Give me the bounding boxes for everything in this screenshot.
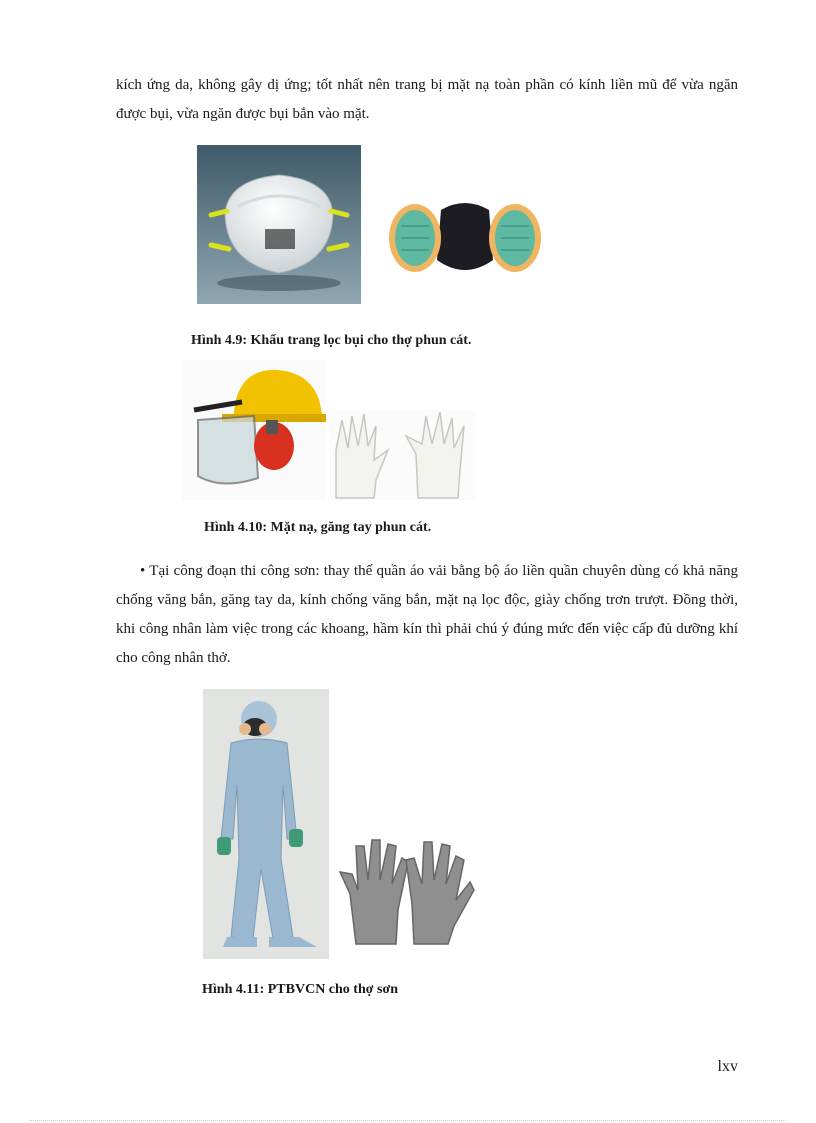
figure-4-11-caption: Hình 4.11: PTBVCN cho thợ sơn	[202, 982, 398, 997]
coverall-suit-photo	[203, 689, 329, 959]
figure-4-10-caption: Hình 4.10: Mặt nạ, găng tay phun cát.	[204, 520, 432, 535]
footer-divider	[30, 1120, 786, 1121]
paragraph-dust-mask-intro: kích ứng da, không gây dị ứng; tốt nhất nên trang bị mặt nạ toàn phần có kính liền mũ để vừa ngăn được bụi, vừa ngăn được bụi bắn vào mặt.	[116, 77, 738, 122]
dust-mask-photo	[197, 145, 361, 304]
paragraph-painting-stage	[116, 557, 738, 673]
gray-gloves-photo	[336, 834, 476, 952]
paragraph-painting-stage-text: Tại công đoạn thi công sơn: thay thế quần áo vải bằng bộ áo liền quần chuyên dùng có khả năng chống văng bắn, găng tay da, kính chống văng bắn, mặt nạ lọc độc, giày chống trơn trượt. Đồng thời, khi công nhân làm việc trong các khoang, hầm kín thì phải chú ý đúng mức đến việc cấp đủ dưỡng khí cho công nhân thở.	[116, 563, 738, 666]
respirator-photo	[381, 190, 549, 286]
page-number: lxv	[717, 1058, 738, 1075]
figure-4-9-caption: Hình 4.9: Khẩu trang lọc bụi cho thợ phun cát.	[191, 333, 472, 348]
cotton-gloves-photo	[330, 410, 476, 500]
helmet-face-shield-photo	[182, 360, 326, 500]
bullet-point: •	[140, 563, 146, 579]
